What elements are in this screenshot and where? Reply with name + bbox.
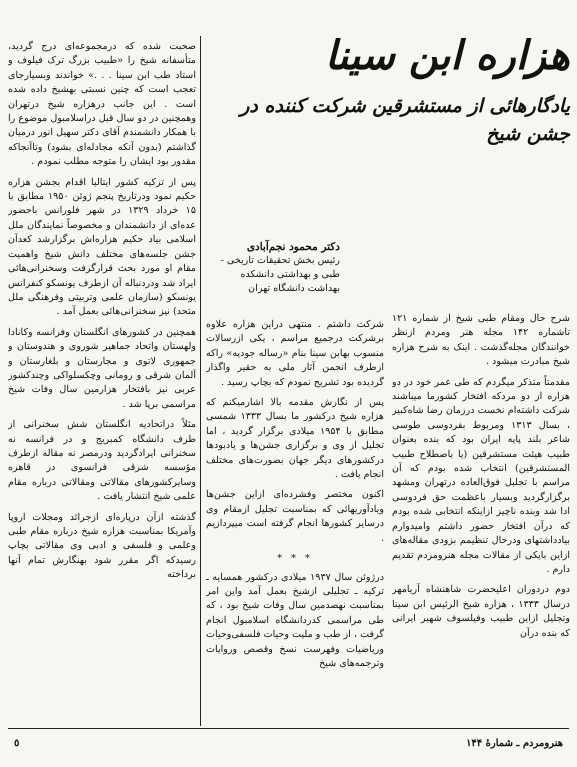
paragraph: مثلاً دراتحادیه انگلستان شش سخنرانی از طرف دانشگاه کمبریج و در فرانسه نه سخنرانی ایرادگردید ودرمصر نه مقاله ازطرف مؤسسه شرقی فرانسوی در قاهره وسایرکشورهای مقالاتی ومقالاتی درباره مقام علمی شیخ انتشار یافت .	[8, 419, 196, 503]
footer-rule	[8, 728, 569, 729]
paragraph: همچنین در کشورهای انگلستان وفرانسه وکانادا ولهستان واتحاد جماهیر شوروی و هندوستان و جمهوری لاتوی و مجارستان و بلغارستان و آلمان شرقی و رومانی وچکسلواکی وچندکشور عربی نیز بافتخار هزارمین سال وفات شیخ مراسمی برپا شد .	[8, 326, 196, 410]
article-title: هزاره ابن سینا	[325, 32, 570, 79]
article-subtitle: یادگارهائی از مستشرقین شرکت کننده در جشن شیخ	[240, 95, 570, 145]
middle-column	[206, 318, 384, 718]
paragraph: مقدمتاً متذکر میگردم که طی عمر خود در دو هزاره از دو مردکه افتخار کشورما میباشند شرکت داشته‌ام نخست درزمان رضا شاه‌کبیر ، بسال ۱۳۱۳ ومربوط بفردوسی طوسی شاعر بلند پایه ایران بود که بنده بعنوان طبیب هیئت مستشرقین (یا باصطلاح طبیب المستشرقین) انتخاب شده بودم که آن مراسم با تجلیل فوق‌العاده درتهران ومشهد برگزارگردید وبسیار باعظمت حق فردوسی ادا شد وبنده ناچیز ازاینکه انتخابی شده بودم که درآن افتخار حضور داشتم وامیدوارم بیادداشتهای ودرحال تنظیمم بزودی مقاله‌های ازاین بایکی از مقالات مجله هنرومردم تقدیم دارم .	[392, 376, 570, 575]
paragraph: پس از نگارش مقدمه بالا اشارمیکنم که هزاره شیخ درکشور ما بسال ۱۳۳۳ شمسی مطابق با ۱۹۵۴ میلادی برگزار گردید ، اما تجلیل از وی و برگزاری جشن‌ها و یادبودها درکشورهای دیگر جهان بصورت‌های مختلف انجام یافت .	[206, 397, 384, 481]
paragraph: شرح حال ومقام طبی شیخ از شماره ۱۲۱ تاشماره ۱۴۲ مجله هنر ومردم ازنظر خوانندگان مجله‌گذشت . اینک به شرح هزاره شیخ مبادرت میشود .	[392, 313, 570, 368]
paragraph: درژوئن سال ۱۹۳۷ میلادی درکشور همسایه ـ ترکیه ـ تجلیلی ازشیخ بعمل آمد واین امر بمناسبت نهصدمین سال وفات شیخ بود ، که طی مراسمی کدردانشگاه اسلامبول انجام گرفت ، از طب و ملیت وحیات فلسفی‌وحیات وریاضیات وفهرست نسخ وقصص وروایات وترجمه‌های شیخ	[206, 571, 384, 669]
title-block	[240, 30, 570, 200]
section-separator-stars: * * *	[277, 553, 313, 565]
paragraph: شرکت داشتم . منتهی دراین هزاره علاوه برشرکت درجمیع مراسم ، یکی ازرسالات منسوب بهابن سینا بنام «رساله جودیه» راکه ازطرف انجمن آثار ملی به حقیر واگذار گردیده بود تشریح نمودم که بچاپ رسید .	[206, 319, 384, 388]
paragraph: دوم دردوران اعلیحضرت شاهنشاه آریامهر درسال ۱۳۳۳ ، هزاره شیخ الرئیس ابن سینا وتجلیل ازاین طبیب وفیلسوف شهیر ایرانی که بنده درآن	[392, 584, 570, 639]
author-name: دکتر محمود نجم‌آبادی	[246, 241, 340, 253]
paragraph: گذشته ازآن درپاره‌ای ازجرائد ومجلات اروپا وآمریکا بمناسبت هزاره شیخ درباره مقام طبی وعلمی و فلسفی و ادبی وی مقالاتی بچاپ رسیدکه اگر مقرر شود بهنگارش تمام آنها برداخته	[8, 511, 196, 581]
left-column	[8, 40, 196, 720]
column-divider	[200, 36, 201, 726]
page-number: ٥	[14, 738, 20, 749]
author-role: رئیس بخش تحقیقات تاریخی - طبی و بهداشتی دانشکده بهداشت دانشگاه تهران	[220, 255, 340, 294]
paragraph: پس از ترکیه کشور ایتالیا اقدام بجشن هزاره حکیم نمود ودرتاریخ پنجم ژوئن ۱۹۵۰ مطابق با ۱۵ خرداد ۱۳۲۹ در شهر فلورانس باحضور عده‌ای از دانشمندان و مخصوصاً نمایندگان ملل اسلامی بیاد حکیم هزاره‌اش برگزارشد کعدآن جشن جلسه‌های مختلف دانش شیخ واهمیت مقام او مورد بحث قرارگرفت وسخنرانی‌هائی ایراد شد ودردنباله آن ازطرف یونسکو کنفرانس یونسکو (سازمان علمی وتربیتی وفرهنگی ملل متحد) نیز سخنرانی‌هائی بعمل آمد .	[8, 176, 196, 318]
paragraph: اکنون مختصر وفشرده‌ای ازاین جشن‌ها ویادآوریهائی که بمناسبت تجلیل ازمقام وی درسایر کشورها انجام گرفته است میپردازیم .	[206, 489, 384, 544]
magazine-issue: هنرومردم ـ شمارهٔ ۱۴۴	[466, 738, 563, 749]
right-column	[392, 312, 570, 722]
paragraph: صحبت شده که درمجموعه‌ای درج گردید، متأسفانه شیخ را «طبیب بزرگ ترک فیلوف و استاد طب ابن سینا . . .» خواندند وبسیارجای تعجب است که چنین نسبتی بهشیخ داده شده است . این جانب درهزاره شیخ درتهران وهمچنین در دو سال قبل دراسلامبول موضوع را با همکار دانشمندم آقای دکتر سهیل انور درمیان گذاشتم (بدون آنکه مجادله‌ای بشود) وتاآنجاکه مقدور بود ایشان را متوجه مطلب نمودم .	[8, 41, 196, 168]
author-block	[210, 240, 340, 296]
